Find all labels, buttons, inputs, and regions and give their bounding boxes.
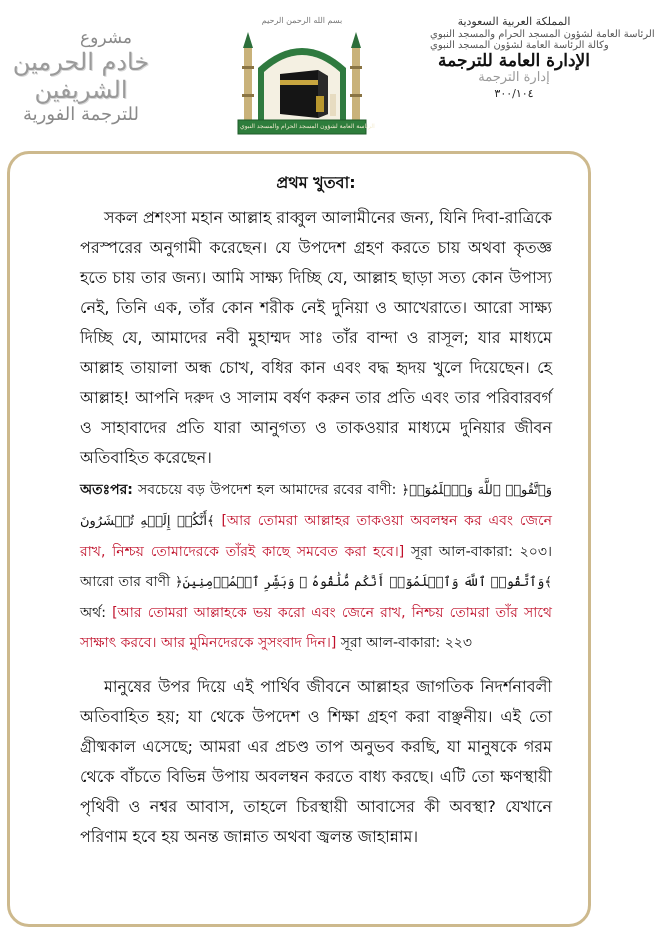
kaaba-emblem [232,16,375,140]
sermon-body [80,170,552,852]
verse-reference-2: সূরা আল-বাকারা: ২২৩ [340,635,472,651]
letterhead-line2: الرئاسة العامة لشؤون المسجد الحرام والمسجد النبوي [430,28,655,40]
exhortation-text-1: সবচেয়ে বড় উপদেশ হল আমাদের রবের বাণী: [137,482,397,498]
project-logo [6,28,156,128]
page-header [0,0,655,148]
basmala: بسم الله الرحمن الرحيم [261,16,343,25]
paragraph-gap [80,658,552,672]
quran-verse-2: ﴿وَٱتَّقُوا۟ ٱللَّهَ وَٱعۡلَمُوٓا۟ أَنَّكُم مُّلَٰقُوهُ ۗ وَبَشِّرِ ٱلۡمُؤۡمِنِينَ﴾ [175,575,552,590]
paragraph-label: অতঃপর: [80,482,133,498]
exhortation-text-2: আরো তার বাণী [80,574,171,590]
paragraph-praise: সকল প্রশংসা মহান আল্লাহ রাব্বুল আলামীনের জন্য, যিনি দিবা-রাত্রিকে পরস্পরের অনুগামী করেছেন। যে উপদেশ গ্রহণ করতে চায় অথবা কৃতজ্ঞ হতে চায় তার জন্য। আমি সাক্ষ্য দিচ্ছি যে, আল্লাহ ছাড়া সত্য কোন উপাস্য নেই, তিনি এক, তাঁর কোন শরীক নেই দুনিয়া ও আখেরাতে। আরো সাক্ষ্য দিচ্ছি যে, আমাদের নবী মুহাম্মদ সাঃ তাঁর বান্দা ও রাসূল; যার মাধ্যমে আল্লাহ তায়ালা অন্ধ চোখ, বধির কান এবং বদ্ধ হৃদয় খুলে দিয়েছেন। হে আল্লাহ! আপনি দরুদ ও সালাম বর্ষণ করুন তার প্রতি এবং তার পরিবারবর্গ ও সাহাবাদের প্রতি যারা আনুগত্য ও তাকওয়ার মাধ্যমে দুনিয়ার জীবন অতিবাহিত করেছেন। [80,208,552,467]
verse-translation-1: [আর তোমরা আল্লাহর তাকওয়া অবলম্বন কর এবং জেনে রাখ, নিশ্চয় তোমাদেরকে তাঁরই কাছে সমবেত করা হবে।] [80,513,552,560]
emblem-banner-text: الرئاسة العامة لشؤون المسجد الحرام والمسجد النبوي [240,123,375,130]
verse-reference-1: সূরা আল-বাকারা: ২০৩। [411,544,552,560]
paragraph-exhortation [80,475,552,658]
reference-number: ٣٠٠/١٠٤ [494,87,534,101]
paragraph-summer: মানুষের উপর দিয়ে এই পার্থিব জীবনে আল্লাহর জাগতিক নিদর্শনাবলী অতিবাহিত হয়; যা থেকে উপদেশ ও শিক্ষা গ্রহণ করা বাঞ্ছনীয়। এই তো গ্রীষ্মকাল এসেছে; আমরা এর প্রচণ্ড তাপ অনুভব করছি, যা মানুষকে গরম থেকে বাঁচতে বিভিন্ন উপায় অবলম্বন করতে বাধ্য করছে। এটি তো ক্ষণস্থায়ী পৃথিবী ও নশ্বর আবাস, তাহলে চিরস্থায়ী আবাসের কী অবস্থা? যেখানে পরিণাম হবে হয় অনন্ত জান্নাত অথবা জ্বলন্ত জাহান্নাম। [80,677,552,846]
page-title: প্রথম খুতবা: [276,173,356,192]
letterhead-line4: الإدارة العامة للترجمة [438,50,590,71]
project-logo-line1: مشروع [79,28,132,48]
presidency-letterhead [430,15,655,150]
verse-translation-2: [আর তোমরা আল্লাহকে ভয় করো এবং জেনে রাখ, নিশ্চয় তোমরা তাঁর সাথে সাক্ষাৎ করবে। আর মুমিনদেরকে সুসংবাদ দিন।] [80,605,552,651]
quran-verse-1: ﴿وَٱتَّقُوا۟ ٱللَّهَ وَٱعۡلَمُوٓا۟ أَنَّكُمۡ إِلَيۡهِ تُحۡشَرُونَ﴾ [80,483,552,529]
letterhead-line5: إدارة الترجمة [478,70,550,86]
letterhead-line3: وكالة الرئاسة العامة لشؤون المسجد النبوي [430,40,609,52]
project-logo-line2: خادم الحرمين الشريفين [12,48,150,104]
project-logo-line3: للترجمة الفورية [23,104,139,125]
letterhead-line1: المملكة العربية السعودية [457,15,571,28]
meaning-label: অর্থ: [80,605,106,621]
